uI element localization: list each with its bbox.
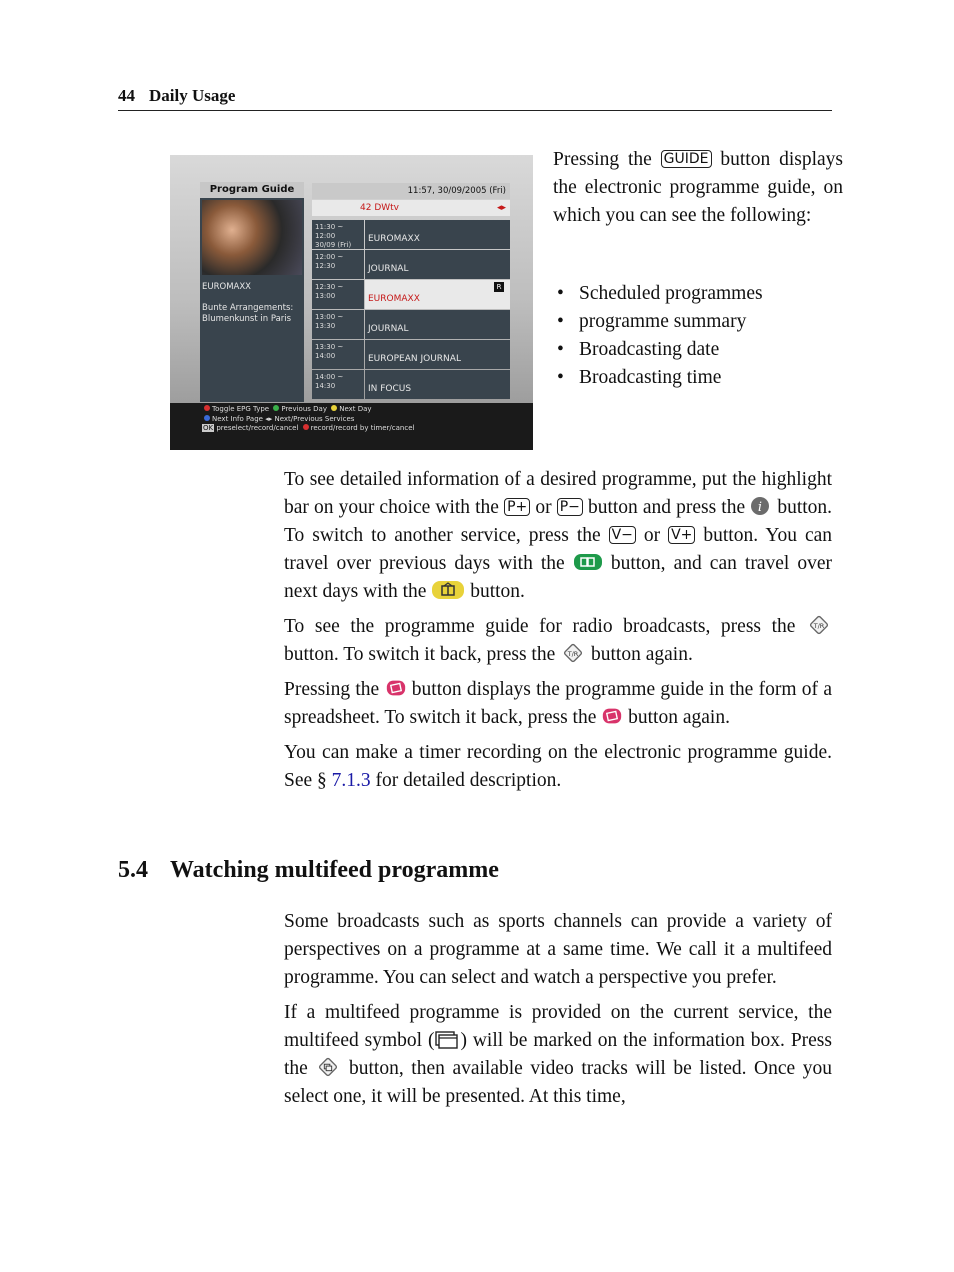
epg-left-desc2: Blumenkunst in Paris: [202, 314, 292, 324]
v-plus-key: V+: [668, 526, 695, 544]
red-spreadsheet-button-icon: [385, 678, 407, 698]
epg-row: [312, 220, 510, 249]
info-button-icon: [750, 496, 772, 516]
multifeed-button-icon: [315, 1055, 341, 1079]
paragraph-multifeed-usage: If a multifeed programme is provided on the current service, the multifeed symbol ( ) will be marked on the information box. Press the button, then available video tracks will be listed. Once you select one, it will be presented. At this time,: [284, 1002, 833, 1107]
epg-row-time: 12:00 ~ 12:30: [312, 250, 364, 279]
tv-radio-button-icon: [560, 641, 586, 665]
epg-row-time: 11:30 ~ 12:00 30/09 (Fri): [312, 220, 364, 249]
page-number: 44: [118, 86, 135, 105]
multifeed-symbol-icon: [434, 1029, 460, 1049]
chapter-title: Daily Usage: [149, 86, 236, 105]
epg-left-channel: EUROMAXX: [202, 282, 251, 292]
intro-paragraph: Pressing the GUIDE button displays the electronic programme guide, on which you can see the following:: [553, 149, 844, 226]
epg-row-name: EUROPEAN JOURNAL: [365, 340, 510, 369]
section-number: 5.4: [118, 857, 148, 883]
epg-row-time: 13:30 ~ 14:00: [312, 340, 364, 369]
section-title: Watching multifeed programme: [170, 857, 499, 883]
tv-radio-button-icon: [806, 613, 832, 637]
paragraph-radio-guide: To see the programme guide for radio broadcasts, press the T/R button. To switch it back, press the T/R button again.: [284, 613, 832, 669]
epg-left-header: Program Guide: [200, 182, 304, 198]
blue-dot-icon: [204, 415, 210, 421]
epg-row: [312, 340, 510, 369]
running-header: [118, 86, 832, 111]
epg-left-desc1: Bunte Arrangements:: [202, 303, 294, 313]
epg-row-name: EUROMAXX: [365, 280, 510, 309]
yellow-next-day-button-icon: [431, 580, 465, 600]
epg-row-name: EUROMAXX: [365, 220, 510, 249]
epg-row-name: JOURNAL: [365, 250, 510, 279]
body-column-1: [284, 466, 832, 795]
svg-text:T/R: T/R: [813, 621, 825, 630]
epg-row-time: 12:30 ~ 13:00: [312, 280, 364, 309]
left-right-arrows-icon: ◂▸: [265, 414, 273, 423]
guide-key: GUIDE: [661, 150, 712, 168]
epg-row-name: IN FOCUS: [365, 370, 510, 399]
list-item: • Scheduled programmes: [553, 280, 843, 308]
p-plus-key: P+: [504, 498, 530, 516]
paragraph-timer-recording: You can make a timer recording on the electronic programme guide. See § 7.1.3 for detailed description.: [284, 742, 832, 791]
record-dot-icon: [303, 424, 309, 430]
yellow-dot-icon: [331, 405, 337, 411]
svg-text:i: i: [758, 500, 763, 515]
epg-row: [312, 310, 510, 339]
epg-row-time: 14:00 ~ 14:30: [312, 370, 364, 399]
record-badge: R: [494, 282, 504, 292]
epg-row: [312, 250, 510, 279]
body-column-2: [284, 908, 832, 1111]
list-item: • Broadcasting time: [553, 364, 843, 392]
epg-channel-label: 42 DWtv: [360, 203, 399, 213]
list-item: • programme summary: [553, 308, 843, 336]
epg-channel-arrows-icon: ◂▸: [496, 203, 506, 213]
svg-text:T/R: T/R: [567, 649, 579, 658]
epg-row-name: JOURNAL: [365, 310, 510, 339]
green-previous-day-button-icon: [573, 552, 603, 572]
section-reference-link[interactable]: 7.1.3: [331, 770, 371, 791]
section-heading: [118, 857, 499, 884]
paragraph-epg-navigation: To see detailed information of a desired programme, put the highlight bar on your choice with the P+ or P− button and press the i button. To switch to another service, press the V− or V+ button. You can travel over previous days with the button, and can travel over next days with the button.: [284, 469, 833, 602]
epg-legend: Toggle EPG Type Previous Day Next Day Next Info Page ◂▸ Next/Previous Services OK preselect/record/cancel record/record by timer/cancel: [170, 403, 533, 450]
red-spreadsheet-button-icon: [601, 706, 623, 726]
epg-row-time: 13:00 ~ 13:30: [312, 310, 364, 339]
ok-key-icon: OK: [203, 424, 214, 432]
green-dot-icon: [273, 405, 279, 411]
list-item: • Broadcasting date: [553, 336, 843, 364]
v-minus-key: V−: [609, 526, 636, 544]
paragraph-multifeed-intro: Some broadcasts such as sports channels can provide a variety of perspectives on a programme at a same time. We call it a multifeed programme. You can select and watch a perspective you prefer.: [284, 911, 832, 988]
epg-channel: [312, 200, 510, 216]
epg-row-selected: [312, 280, 510, 309]
epg-row: [312, 370, 510, 399]
red-dot-icon: [204, 405, 210, 411]
p-minus-key: P−: [557, 498, 583, 516]
feature-list: [553, 280, 843, 392]
epg-preview-image: [202, 200, 302, 275]
paragraph-spreadsheet-guide: Pressing the button displays the programme guide in the form of a spreadsheet. To switch it back, press the button again.: [284, 679, 832, 728]
epg-screenshot: [170, 155, 533, 450]
epg-datetime: 11:57, 30/09/2005 (Fri): [312, 183, 510, 199]
